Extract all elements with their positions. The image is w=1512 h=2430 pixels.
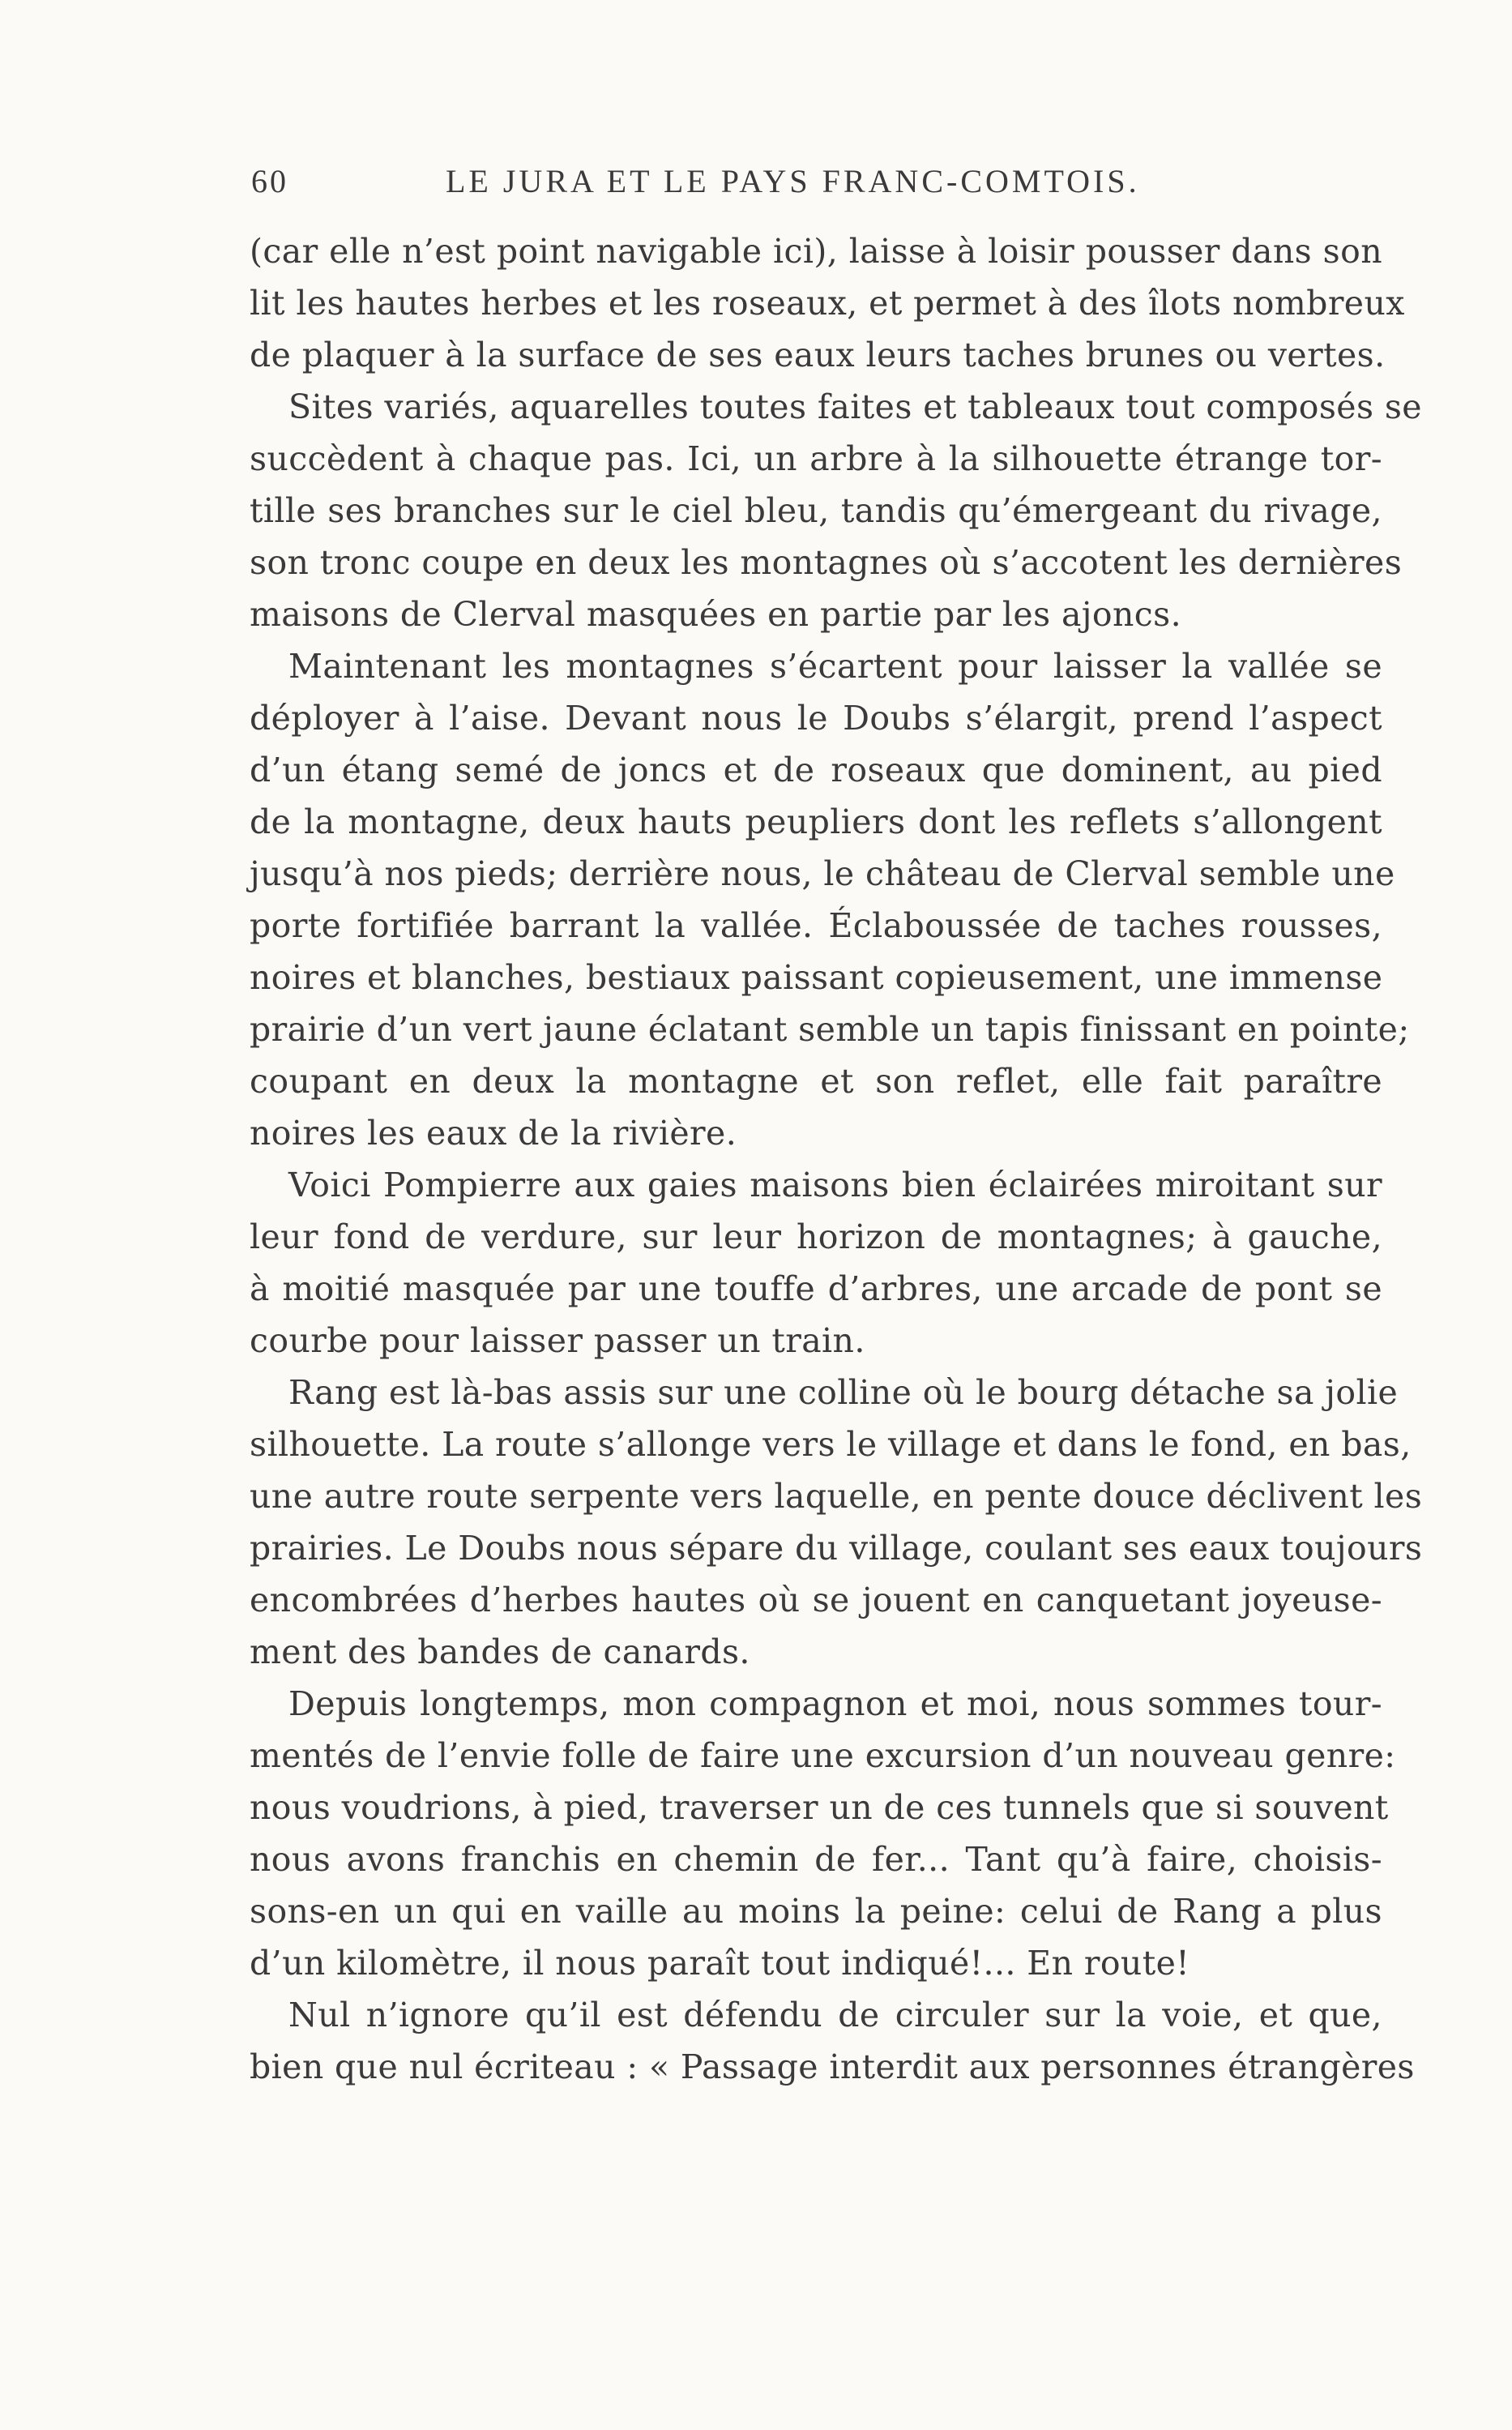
text-line: silhouette. La route s’allonge vers le village et dans le fond, en bas, [250,1425,1412,1464]
running-head [251,162,1215,211]
text-line: encombrées d’herbes hautes où se jouent en canquetant joyeuse- [250,1581,1382,1619]
text-line: son tronc coupe en deux les montagnes où s’accotent les dernières [250,543,1403,582]
text-line: prairie d’un vert jaune éclatant semble un tapis finissant en pointe; [250,1010,1410,1049]
text-line: mentés de l’envie folle de faire une excursion d’un nouveau genre: [250,1736,1396,1775]
page-number: 60 [251,163,288,199]
text-line: maisons de Clerval masquées en partie par les ajoncs. [250,595,1182,634]
text-line: leur fond de verdure, sur leur horizon de montagnes; à gauche, [250,1217,1382,1256]
text-line: bien que nul écriteau : « Passage interdit aux personnes étrangères [250,2047,1415,2086]
text-line: coupant en deux la montagne et son reflet, elle fait paraître [250,1062,1382,1101]
text-line: noires et blanches, bestiaux paissant copieusement, une immense [250,958,1383,997]
text-line: jusqu’à nos pieds; derrière nous, le château de Clerval semble une [250,854,1395,893]
text-line: d’un étang semé de joncs et de roseaux que dominent, au pied [250,751,1382,789]
text-line: tille ses branches sur le ciel bleu, tandis qu’émergeant du rivage, [250,491,1382,530]
text-line: Depuis longtemps, mon compagnon et moi, nous sommes tour- [288,1684,1382,1723]
text-line: ment des bandes de canards. [250,1632,750,1671]
text-line: de la montagne, deux hauts peupliers dont les reflets s’allongent [250,802,1382,841]
text-line: Maintenant les montagnes s’écartent pour laisser la vallée se [288,647,1382,686]
text-line: Voici Pompierre aux gaies maisons bien éclairées miroitant sur [288,1166,1382,1204]
text-line: nous voudrions, à pied, traverser un de ces tunnels que si souvent [250,1788,1389,1827]
text-line: Nul n’ignore qu’il est défendu de circuler sur la voie, et que, [288,1996,1382,2034]
running-title: LE JURA ET LE PAYS FRANC-COMTOIS. [446,163,1140,199]
text-line: à moitié masquée par une touffe d’arbres, une arcade de pont se [250,1269,1382,1308]
text-line: (car elle n’est point navigable ici), laisse à loisir pousser dans son [250,232,1382,271]
text-line: d’un kilomètre, il nous paraît tout indiqué!... En route! [250,1944,1190,1983]
text-line: une autre route serpente vers laquelle, en pente douce déclivent les [250,1477,1423,1516]
text-line: lit les hautes herbes et les roseaux, et permet à des îlots nombreux [250,284,1405,323]
body-text [250,225,1423,2093]
text-line: succèdent à chaque pas. Ici, un arbre à la silhouette étrange tor- [250,439,1382,478]
text-line: Sites variés, aquarelles toutes faites et tableaux tout composés se [288,387,1422,426]
text-line: courbe pour laisser passer un train. [250,1321,865,1360]
text-line: Rang est là-bas assis sur une colline où le bourg détache sa jolie [288,1373,1399,1412]
text-line: de plaquer à la surface de ses eaux leurs taches brunes ou vertes. [250,336,1386,374]
text-line: sons-en un qui en vaille au moins la peine: celui de Rang a plus [250,1892,1382,1931]
text-line: porte fortifiée barrant la vallée. Éclaboussée de taches rousses, [250,906,1382,945]
text-line: prairies. Le Doubs nous sépare du village, coulant ses eaux toujours [250,1529,1423,1568]
text-line: nous avons franchis en chemin de fer... Tant qu’à faire, choisis- [250,1840,1382,1879]
text-line: noires les eaux de la rivière. [250,1114,737,1153]
text-line: déployer à l’aise. Devant nous le Doubs s’élargit, prend l’aspect [250,699,1382,738]
